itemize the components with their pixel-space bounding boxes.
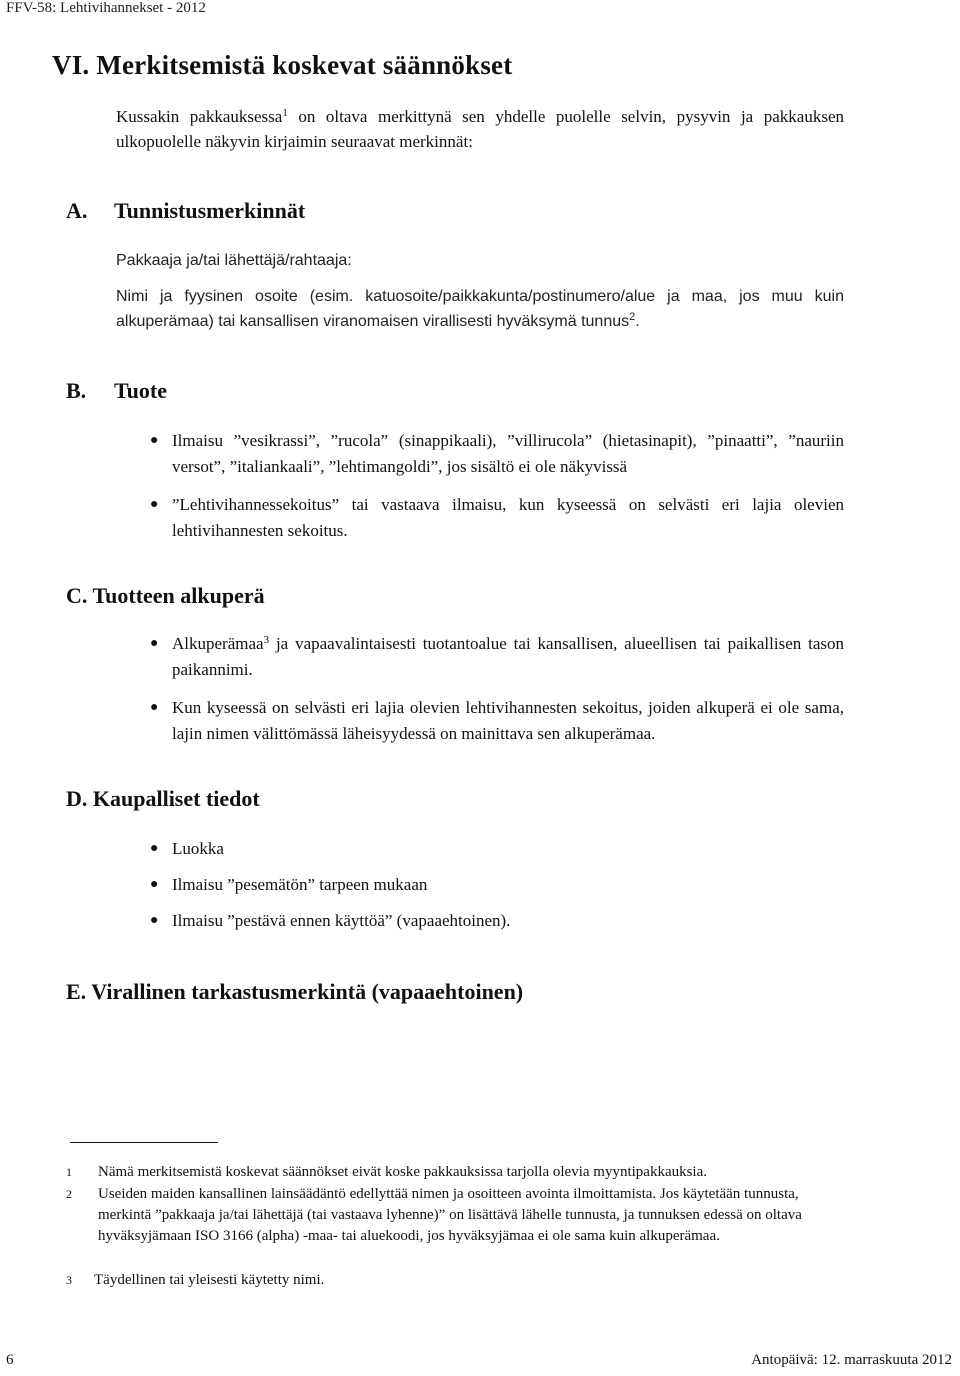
section-d-bullet-2: Ilmaisu ”pesemätön” tarpeen mukaan <box>172 875 428 894</box>
bullet-icon: ● <box>150 636 159 651</box>
intro-paragraph <box>116 104 844 154</box>
section-a-letter: A. <box>66 198 88 223</box>
footnote-number: 3 <box>66 1273 72 1287</box>
list-item <box>150 872 844 898</box>
bullet-icon: ● <box>150 913 159 928</box>
footnote-ref-2: 2 <box>629 311 636 323</box>
page-header: FFV-58: Lehtivihannekset - 2012 <box>6 0 206 16</box>
section-c-bullet-1-a: Alkuperämaa <box>172 634 264 653</box>
section-c-bullet-1-b: ja vapaavalintaisesti tuotantoalue tai kansallisen, alueellisen tai paikallisen tason paikannimi. <box>172 634 844 679</box>
footnote-number: 1 <box>66 1165 72 1179</box>
page-title: VI. Merkitsemistä koskevat säännökset <box>52 50 513 80</box>
section-c-heading: C. Tuotteen alkuperä <box>66 583 265 608</box>
section-d-heading: D. Kaupalliset tiedot <box>66 786 260 811</box>
section-a-title: Tunnistusmerkinnät <box>114 198 306 223</box>
footnote-text: Täydellinen tai yleisesti käytetty nimi. <box>94 1272 325 1288</box>
section-b-bullet-1: Ilmaisu ”vesikrassi”, ”rucola” (sinappikaali), ”villirucola” (hietasinapit), ”pinaatti”, ”nauriin versot”, ”italiankaali”, ”lehtimangoldi”, jos sisältö ei ole näkyvissä <box>172 431 844 476</box>
footnote-2 <box>66 1184 826 1247</box>
section-b-bullet-2: ”Lehtivihannessekoitus” tai vastaava ilmaisu, kun kyseessä on selvästi eri lajia olevien lehtivihannesten sekoitus. <box>172 495 844 540</box>
section-a-line2-text: Nimi ja fyysinen osoite (esim. katuosoite/paikkakunta/postinumero/alue ja maa, jos muu kuin alkuperämaa) tai kansallisen viranomaisen virallisesti hyväksymä tunnus <box>116 288 844 330</box>
footnote-1 <box>66 1162 826 1183</box>
section-a-line2 <box>116 284 844 334</box>
bullet-icon: ● <box>150 877 159 892</box>
section-c-bullet-2: Kun kyseessä on selvästi eri lajia olevien lehtivihannesten sekoitus, joiden alkuperä ei ole sama, lajin nimen välittömässä läheisyydessä on mainittava sen alkuperämaa. <box>172 698 844 743</box>
footnote-text: Nämä merkitsemistä koskevat säännökset eivät koske pakkauksissa tarjolla olevia myyntipakkauksia. <box>98 1164 708 1180</box>
section-d-bullet-1: Luokka <box>172 839 224 858</box>
section-d-bullet-3: Ilmaisu ”pestävä ennen käyttöä” (vapaaehtoinen). <box>172 911 511 930</box>
footnote-divider <box>70 1142 218 1143</box>
section-b-title: Tuote <box>114 378 167 403</box>
footnote-ref-1: 1 <box>282 107 288 119</box>
list-item <box>150 836 844 862</box>
footer-date: Antopäivä: 12. marraskuuta 2012 <box>751 1352 952 1368</box>
section-b-letter: B. <box>66 378 87 403</box>
section-a-line1: Pakkaaja ja/tai lähettäjä/rahtaaja: <box>116 252 352 269</box>
section-b-heading <box>66 378 167 404</box>
footnote-text: Useiden maiden kansallinen lainsäädäntö edellyttää nimen ja osoitteen avointa ilmoittamista. Jos käytetään tunnusta, merkintä ”pakkaaja ja/tai lähettäjä (tai vastaava lyhenne)” on lisättävä lähelle tunnusta, ja tunnuksen edessä on oltava hyväksyjämaan ISO 3166 (alpha) -maa- tai aluekoodi, jos hyväksyjämaa ei ole sama kuin alkuperämaa. <box>98 1186 802 1244</box>
list-item <box>150 695 844 747</box>
section-d-list <box>150 836 844 934</box>
footnote-3 <box>66 1270 826 1291</box>
list-item <box>150 631 844 683</box>
list-item <box>150 908 844 934</box>
bullet-icon: ● <box>150 700 159 715</box>
section-c-list <box>150 631 844 747</box>
list-item <box>150 428 844 480</box>
list-item <box>150 492 844 544</box>
intro-text-a: Kussakin pakkauksessa <box>116 107 283 126</box>
bullet-icon: ● <box>150 497 159 512</box>
bullet-icon: ● <box>150 841 159 856</box>
footnote-ref-3: 3 <box>263 634 270 646</box>
section-a-line2-end: . <box>635 313 640 330</box>
footnote-number: 2 <box>66 1187 72 1201</box>
section-a-heading <box>66 198 305 224</box>
bullet-icon: ● <box>150 433 159 448</box>
page-number: 6 <box>6 1352 14 1368</box>
section-e-heading: E. Virallinen tarkastusmerkintä (vapaaehtoinen) <box>66 979 524 1004</box>
intro-text-b: on oltava merkittynä sen yhdelle puolelle selvin, pysyvin ja pakkauksen ulkopuolelle näkyvin kirjaimin seuraavat merkinnät: <box>116 107 844 151</box>
section-b-list <box>150 428 844 544</box>
